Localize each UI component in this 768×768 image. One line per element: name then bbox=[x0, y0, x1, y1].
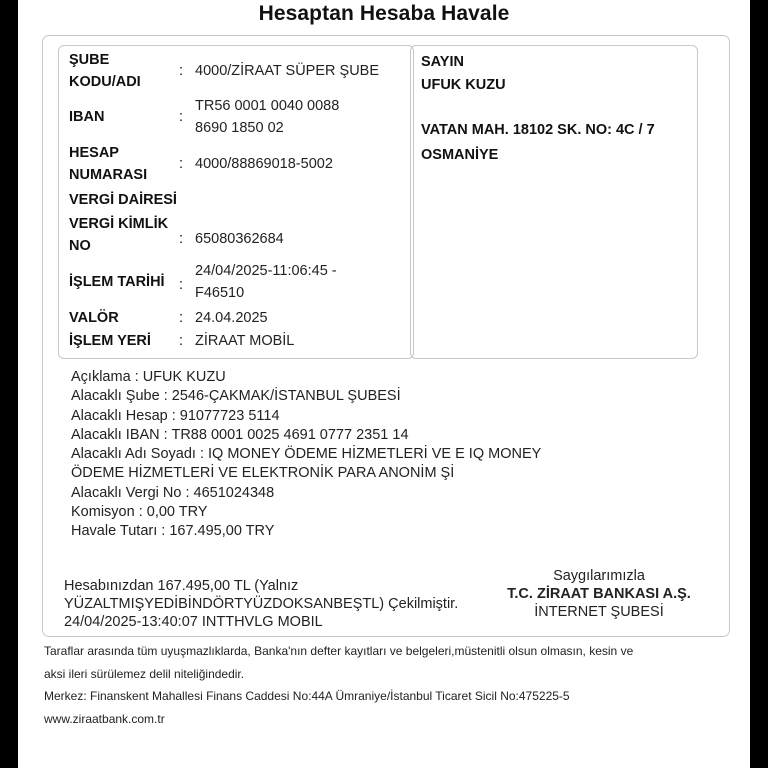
field-label: IBAN bbox=[69, 109, 105, 125]
footer-legal-line: aksi ileri sürülemez delil niteliğindedir. bbox=[44, 666, 245, 681]
recipient-address-line1: VATAN MAH. 18102 SK. NO: 4C / 7 bbox=[421, 122, 655, 138]
detail-aciklama: Açıklama : UFUK KUZU bbox=[71, 369, 226, 385]
field-value: 4000/ZİRAAT SÜPER ŞUBE bbox=[195, 63, 380, 79]
detail-havale-tutari: Havale Tutarı : 167.495,00 TRY bbox=[71, 523, 275, 540]
field-label: HESAP NUMARASI bbox=[69, 145, 148, 183]
recipient-address-line2: OSMANİYE bbox=[421, 147, 499, 163]
field-value: ZİRAAT MOBİL bbox=[195, 333, 295, 349]
field-label: VALÖR bbox=[69, 310, 119, 326]
legal-footer bbox=[44, 640, 734, 730]
bank-signature bbox=[494, 567, 704, 621]
field-islem-tarihi: İŞLEM TARİHİ : 24/04/2025-11:06:45 - F46510 bbox=[59, 260, 413, 304]
detail-alacakli-hesap: Alacaklı Hesap : 91077723 5114 bbox=[71, 407, 280, 424]
field-value: 24/04/2025-11:06:45 - F46510 bbox=[195, 263, 337, 301]
footer-address: Merkez: Finanskent Mahallesi Finans Caddesi No:44A Ümraniye/İstanbul Ticaret Sicil No:475225-5 bbox=[44, 689, 570, 703]
field-label: İŞLEM YERİ bbox=[69, 333, 151, 349]
summary-line: Hesabınızdan 167.495,00 TL (Yalnız bbox=[64, 578, 299, 594]
page-title: Hesaptan Hesaba Havale bbox=[258, 2, 510, 25]
field-value: 24.04.2025 bbox=[195, 310, 268, 326]
detail-alacakli-adi-cont: ÖDEME HİZMETLERİ VE ELEKTRONİK PARA ANONİM Şİ bbox=[71, 465, 455, 482]
signature-branch: İNTERNET ŞUBESİ bbox=[534, 604, 664, 620]
field-label: VERGİ KİMLİK NO bbox=[69, 216, 169, 254]
detail-komisyon: Komisyon : 0,00 TRY bbox=[71, 504, 208, 521]
detail-alacakli-sube: Alacaklı Şube : 2546-ÇAKMAK/İSTANBUL ŞUBESİ bbox=[71, 388, 401, 405]
receipt-page bbox=[18, 0, 750, 768]
field-label: VERGİ DAİRESİ bbox=[69, 192, 177, 208]
field-value: 4000/88869018-5002 bbox=[195, 156, 333, 172]
field-valor: VALÖR : 24.04.2025 bbox=[59, 307, 413, 329]
field-value: 65080362684 bbox=[195, 231, 284, 247]
footer-legal-line: Taraflar arasında tüm uyuşmazlıklarda, Banka'nın defter kayıtları ve belgeleri,müstenitli olsun olmasın, kesin ve bbox=[44, 644, 634, 658]
field-sube: ŞUBE KODU/ADI : 4000/ZİRAAT SÜPER ŞUBE bbox=[59, 49, 413, 93]
transfer-details bbox=[71, 368, 691, 542]
detail-alacakli-vergi: Alacaklı Vergi No : 4651024348 bbox=[71, 484, 275, 501]
recipient-salutation: SAYIN bbox=[421, 54, 464, 70]
field-iban: IBAN : TR56 0001 0040 0088 8690 1850 02 bbox=[59, 95, 413, 139]
recipient-box bbox=[410, 45, 698, 359]
summary-line: YÜZALTMIŞYEDİBİNDÖRTYÜZDOKSANBEŞTL) Çekilmiştir. bbox=[64, 596, 459, 612]
field-vergi-dairesi bbox=[59, 189, 413, 211]
signature-greeting: Saygılarımızla bbox=[553, 568, 645, 584]
field-vkn: VERGİ KİMLİK NO : 65080362684 bbox=[59, 213, 413, 257]
signature-bank: T.C. ZİRAAT BANKASI A.Ş. bbox=[507, 586, 691, 602]
field-islem-yeri: İŞLEM YERİ : ZİRAAT MOBİL bbox=[59, 330, 413, 352]
field-label: ŞUBE KODU/ADI bbox=[69, 52, 141, 90]
field-label: İŞLEM TARİHİ bbox=[69, 274, 165, 290]
recipient-name: UFUK KUZU bbox=[421, 77, 506, 93]
summary-line: 24/04/2025-13:40:07 INTTHVLG MOBIL bbox=[64, 614, 323, 630]
footer-website-link[interactable]: www.ziraatbank.com.tr bbox=[44, 711, 165, 726]
withdrawal-summary bbox=[64, 577, 504, 631]
field-hesap: HESAP NUMARASI : 4000/88869018-5002 bbox=[59, 142, 413, 186]
detail-alacakli-adi: Alacaklı Adı Soyadı : IQ MONEY ÖDEME HİZMETLERİ VE E IQ MONEY bbox=[71, 446, 542, 463]
sender-info-box bbox=[58, 45, 414, 359]
field-value: TR56 0001 0040 0088 8690 1850 02 bbox=[195, 98, 340, 136]
detail-alacakli-iban: Alacaklı IBAN : TR88 0001 0025 4691 0777 2351 14 bbox=[71, 426, 409, 443]
